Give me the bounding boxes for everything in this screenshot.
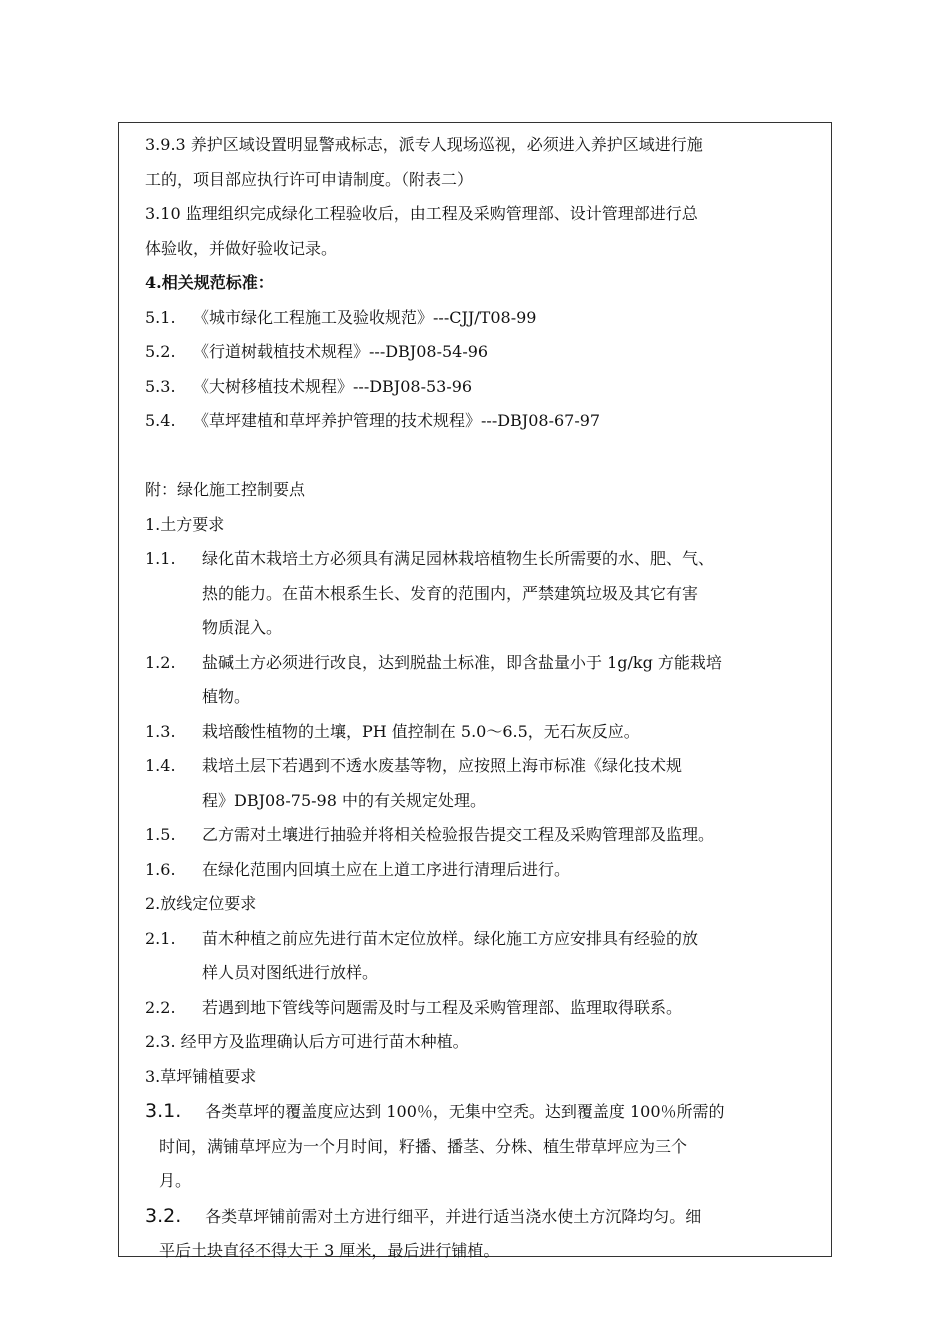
item-text (202, 542, 813, 646)
item-line: 若遇到地下管线等问题需及时与工程及采购管理部、监理取得联系。 (202, 997, 683, 1017)
standard-number: 5.4. (145, 411, 176, 430)
list-item (145, 1199, 813, 1269)
standard-text: 《城市绿化工程施工及验收规范》---CJJ/T08-99 (193, 307, 537, 327)
section-heading-1: 1.土方要求 (145, 514, 225, 534)
item-number: 1.1. (145, 549, 176, 568)
appendix-title: 附：绿化施工控制要点 (145, 480, 306, 499)
item-number: 2.2. (145, 997, 176, 1017)
item-text (202, 853, 813, 888)
item-number: 3.2. (145, 1204, 182, 1227)
section-heading-2: 2.放线定位要求 (145, 894, 257, 913)
standard-item (145, 301, 813, 336)
item-text (202, 715, 813, 750)
standard-number: 5.2. (145, 342, 176, 361)
item-line: 盐碱土方必须进行改良，达到脱盐土标准，即含盐量小于 1g/kg 方能栽培 (202, 652, 722, 672)
item-text (202, 749, 813, 818)
item-number: 1.3. (145, 721, 176, 741)
section-heading-4: 4.相关规范标准： (145, 273, 274, 292)
item-2-3: 2.3. 经甲方及监理确认后方可进行苗木种植。 (145, 1032, 469, 1051)
document-body (145, 128, 813, 1269)
list-item (145, 922, 813, 991)
item-line: 热的能力。在苗木根系生长、发育的范围内，严禁建筑垃圾及其它有害 (202, 583, 699, 603)
para-3-10-line2: 体验收，并做好验收记录。 (145, 238, 338, 258)
para-3-9-3-line1: 3.9.3 养护区域设置明显警戒标志，派专人现场巡视，必须进入养护区域进行施 (145, 135, 703, 154)
item-line: 时间，满铺草坪应为一个月时间，籽播、播茎、分株、植生带草坪应为三个 (159, 1136, 688, 1156)
standard-item (145, 404, 813, 439)
item-text (202, 922, 813, 991)
item-line: 绿化苗木栽培土方必须具有满足园林栽培植物生长所需要的水、肥、气、 (202, 549, 715, 568)
para-3-9-3-line2: 工的，项目部应执行许可申请制度。（附表二） (145, 169, 474, 189)
item-line: 苗木种植之前应先进行苗木定位放样。绿化施工方应安排具有经验的放 (202, 928, 699, 948)
item-line: 各类草坪铺前需对土方进行细平，并进行适当浇水使土方沉降均匀。细 (205, 1206, 702, 1226)
blank-line (145, 439, 813, 474)
item-line: 栽培酸性植物的土壤，PH 值控制在 5.0～6.5，无石灰反应。 (202, 721, 640, 741)
item-line: 样人员对图纸进行放样。 (202, 963, 379, 982)
para-3-10-line1: 3.10 监理组织完成绿化工程验收后，由工程及采购管理部、设计管理部进行总 (145, 204, 698, 223)
list-item (145, 1094, 813, 1199)
item-number: 2.1. (145, 928, 176, 948)
item-line: 乙方需对土壤进行抽验并将相关检验报告提交工程及采购管理部及监理。 (202, 825, 715, 844)
item-line: 平后土块直径不得大于 3 厘米，最后进行铺植。 (159, 1241, 500, 1260)
list-item (145, 715, 813, 750)
item-line: 月。 (159, 1171, 192, 1190)
item-line: 各类草坪的覆盖度应达到 100％，无集中空秃。达到覆盖度 100％所需的 (205, 1102, 725, 1121)
item-number: 1.5. (145, 825, 176, 844)
soil-requirements-list (145, 542, 813, 887)
item-text (202, 818, 813, 853)
list-item (145, 542, 813, 646)
standard-text: 《行道树载植技术规程》---DBJ08-54-96 (193, 342, 489, 361)
item-number: 1.2. (145, 652, 176, 672)
item-line: 植物。 (202, 687, 251, 706)
standard-text: 《草坪建植和草坪养护管理的技术规程》---DBJ08-67-97 (193, 411, 601, 430)
standards-list (145, 301, 813, 439)
layout-requirements-list (145, 922, 813, 1026)
list-item (145, 853, 813, 888)
item-first-line (145, 1094, 813, 1130)
list-item (145, 818, 813, 853)
standard-number: 5.3. (145, 376, 176, 396)
item-line: 程》DBJ08-75-98 中的有关规定处理。 (202, 790, 486, 810)
item-first-line (145, 1199, 813, 1235)
item-line: 栽培土层下若遇到不透水废基等物，应按照上海市标准《绿化技术规 (202, 756, 683, 775)
item-text (202, 646, 813, 715)
standard-number: 5.1. (145, 307, 176, 327)
list-item (145, 991, 813, 1026)
item-text (202, 991, 813, 1026)
list-item (145, 749, 813, 818)
item-line: 在绿化范围内回填土应在上道工序进行清理后进行。 (202, 859, 571, 879)
item-number: 1.6. (145, 859, 176, 879)
item-number: 3.1. (145, 1100, 182, 1122)
item-number: 1.4. (145, 756, 176, 775)
list-item (145, 646, 813, 715)
standard-text: 《大树移植技术规程》---DBJ08-53-96 (193, 376, 473, 396)
item-line: 物质混入。 (202, 618, 283, 637)
section-heading-3: 3.草坪铺植要求 (145, 1066, 257, 1086)
standard-item (145, 370, 813, 405)
lawn-requirements-list (145, 1094, 813, 1269)
standard-item (145, 335, 813, 370)
